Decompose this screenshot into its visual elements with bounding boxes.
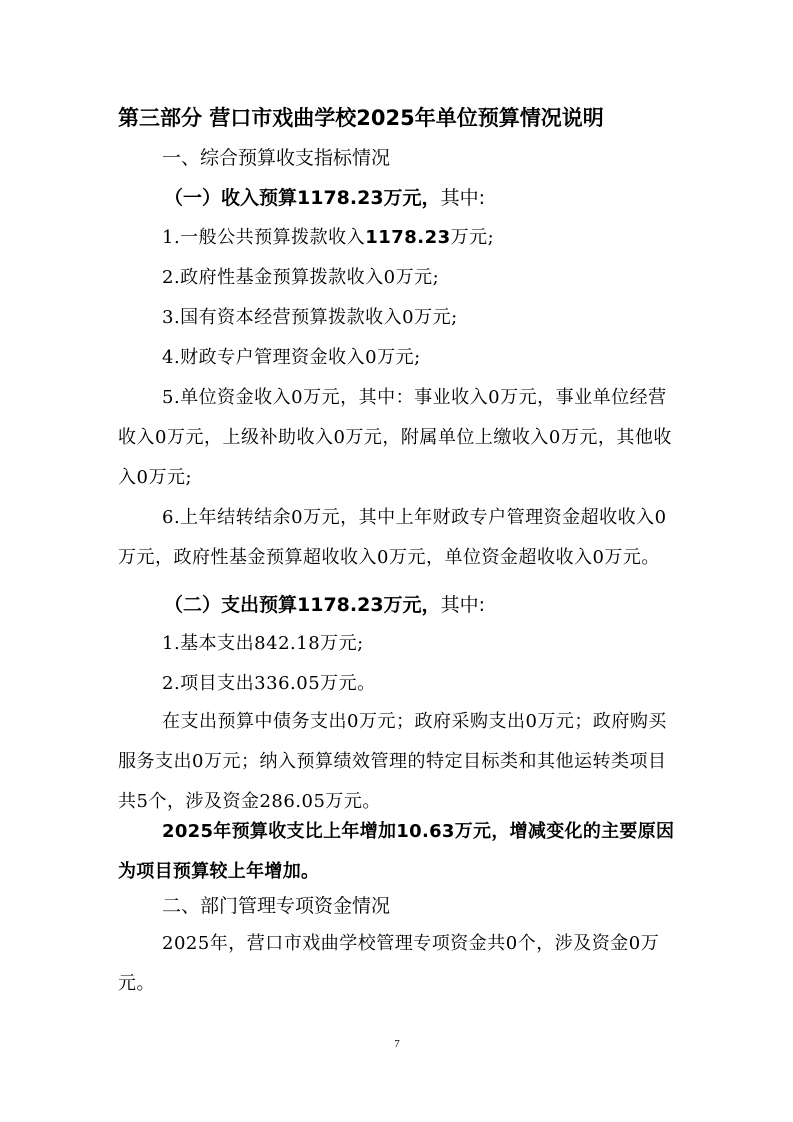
- expense-item-2: 2.项目支出336.05万元。: [162, 673, 376, 694]
- income-item-1-label: 1.一般公共预算拨款收入: [162, 227, 366, 248]
- income-item-1-unit: 万元;: [450, 227, 495, 248]
- expense-heading: [164, 585, 485, 625]
- expense-detail: 在支出预算中债务支出0万元；政府采购支出0万元；政府购买服务支出0万元；纳入预算绩效管理的特定目标类和其他运转类项目共5个，涉及资金286.05万元。: [118, 711, 667, 812]
- section-heading-2: 二、部门管理专项资金情况: [162, 895, 391, 917]
- expense-heading-suffix: 其中:: [440, 594, 485, 616]
- income-item-1-amount: 1178.23: [365, 227, 451, 248]
- income-item-6: 6.上年结转结余0万元，其中上年财政专户管理资金超收收入0万元，政府性基金预算超收收入0万元，单位资金超收收入0万元。: [118, 507, 667, 568]
- income-heading-suffix: 其中:: [440, 187, 485, 209]
- income-item-2: 2.政府性基金预算拨款收入0万元;: [162, 267, 440, 288]
- income-heading: [164, 178, 485, 218]
- special-fund-text: 2025年，营口市戏曲学校管理专项资金共0个，涉及资金0万元。: [118, 933, 660, 994]
- income-heading-label: （一）收入预算: [164, 187, 298, 209]
- income-item-1: [118, 218, 678, 258]
- page-number: 7: [394, 1038, 400, 1050]
- expense-heading-label: （二）支出预算: [164, 594, 298, 616]
- expense-heading-amount: 1178.23万元，: [297, 594, 441, 616]
- income-heading-amount: 1178.23万元，: [297, 187, 441, 209]
- section-heading-1: 一、综合预算收支指标情况: [162, 147, 391, 169]
- income-item-3: 3.国有资本经营预算拨款收入0万元;: [162, 307, 458, 328]
- expense-item-1: 1.基本支出842.18万元;: [162, 633, 364, 654]
- page-title: 第三部分 营口市戏曲学校2025年单位预算情况说明: [118, 106, 604, 130]
- income-item-5: 5.单位资金收入0万元，其中：事业收入0万元，事业单位经营收入0万元，上级补助收入0万元，附属单位上缴收入0万元，其他收入0万元;: [118, 387, 672, 488]
- income-item-4: 4.财政专户管理资金收入0万元;: [162, 347, 421, 368]
- budget-change: 2025年预算收支比上年增加10.63万元，增减变化的主要原因为项目预算较上年增加。: [118, 821, 675, 882]
